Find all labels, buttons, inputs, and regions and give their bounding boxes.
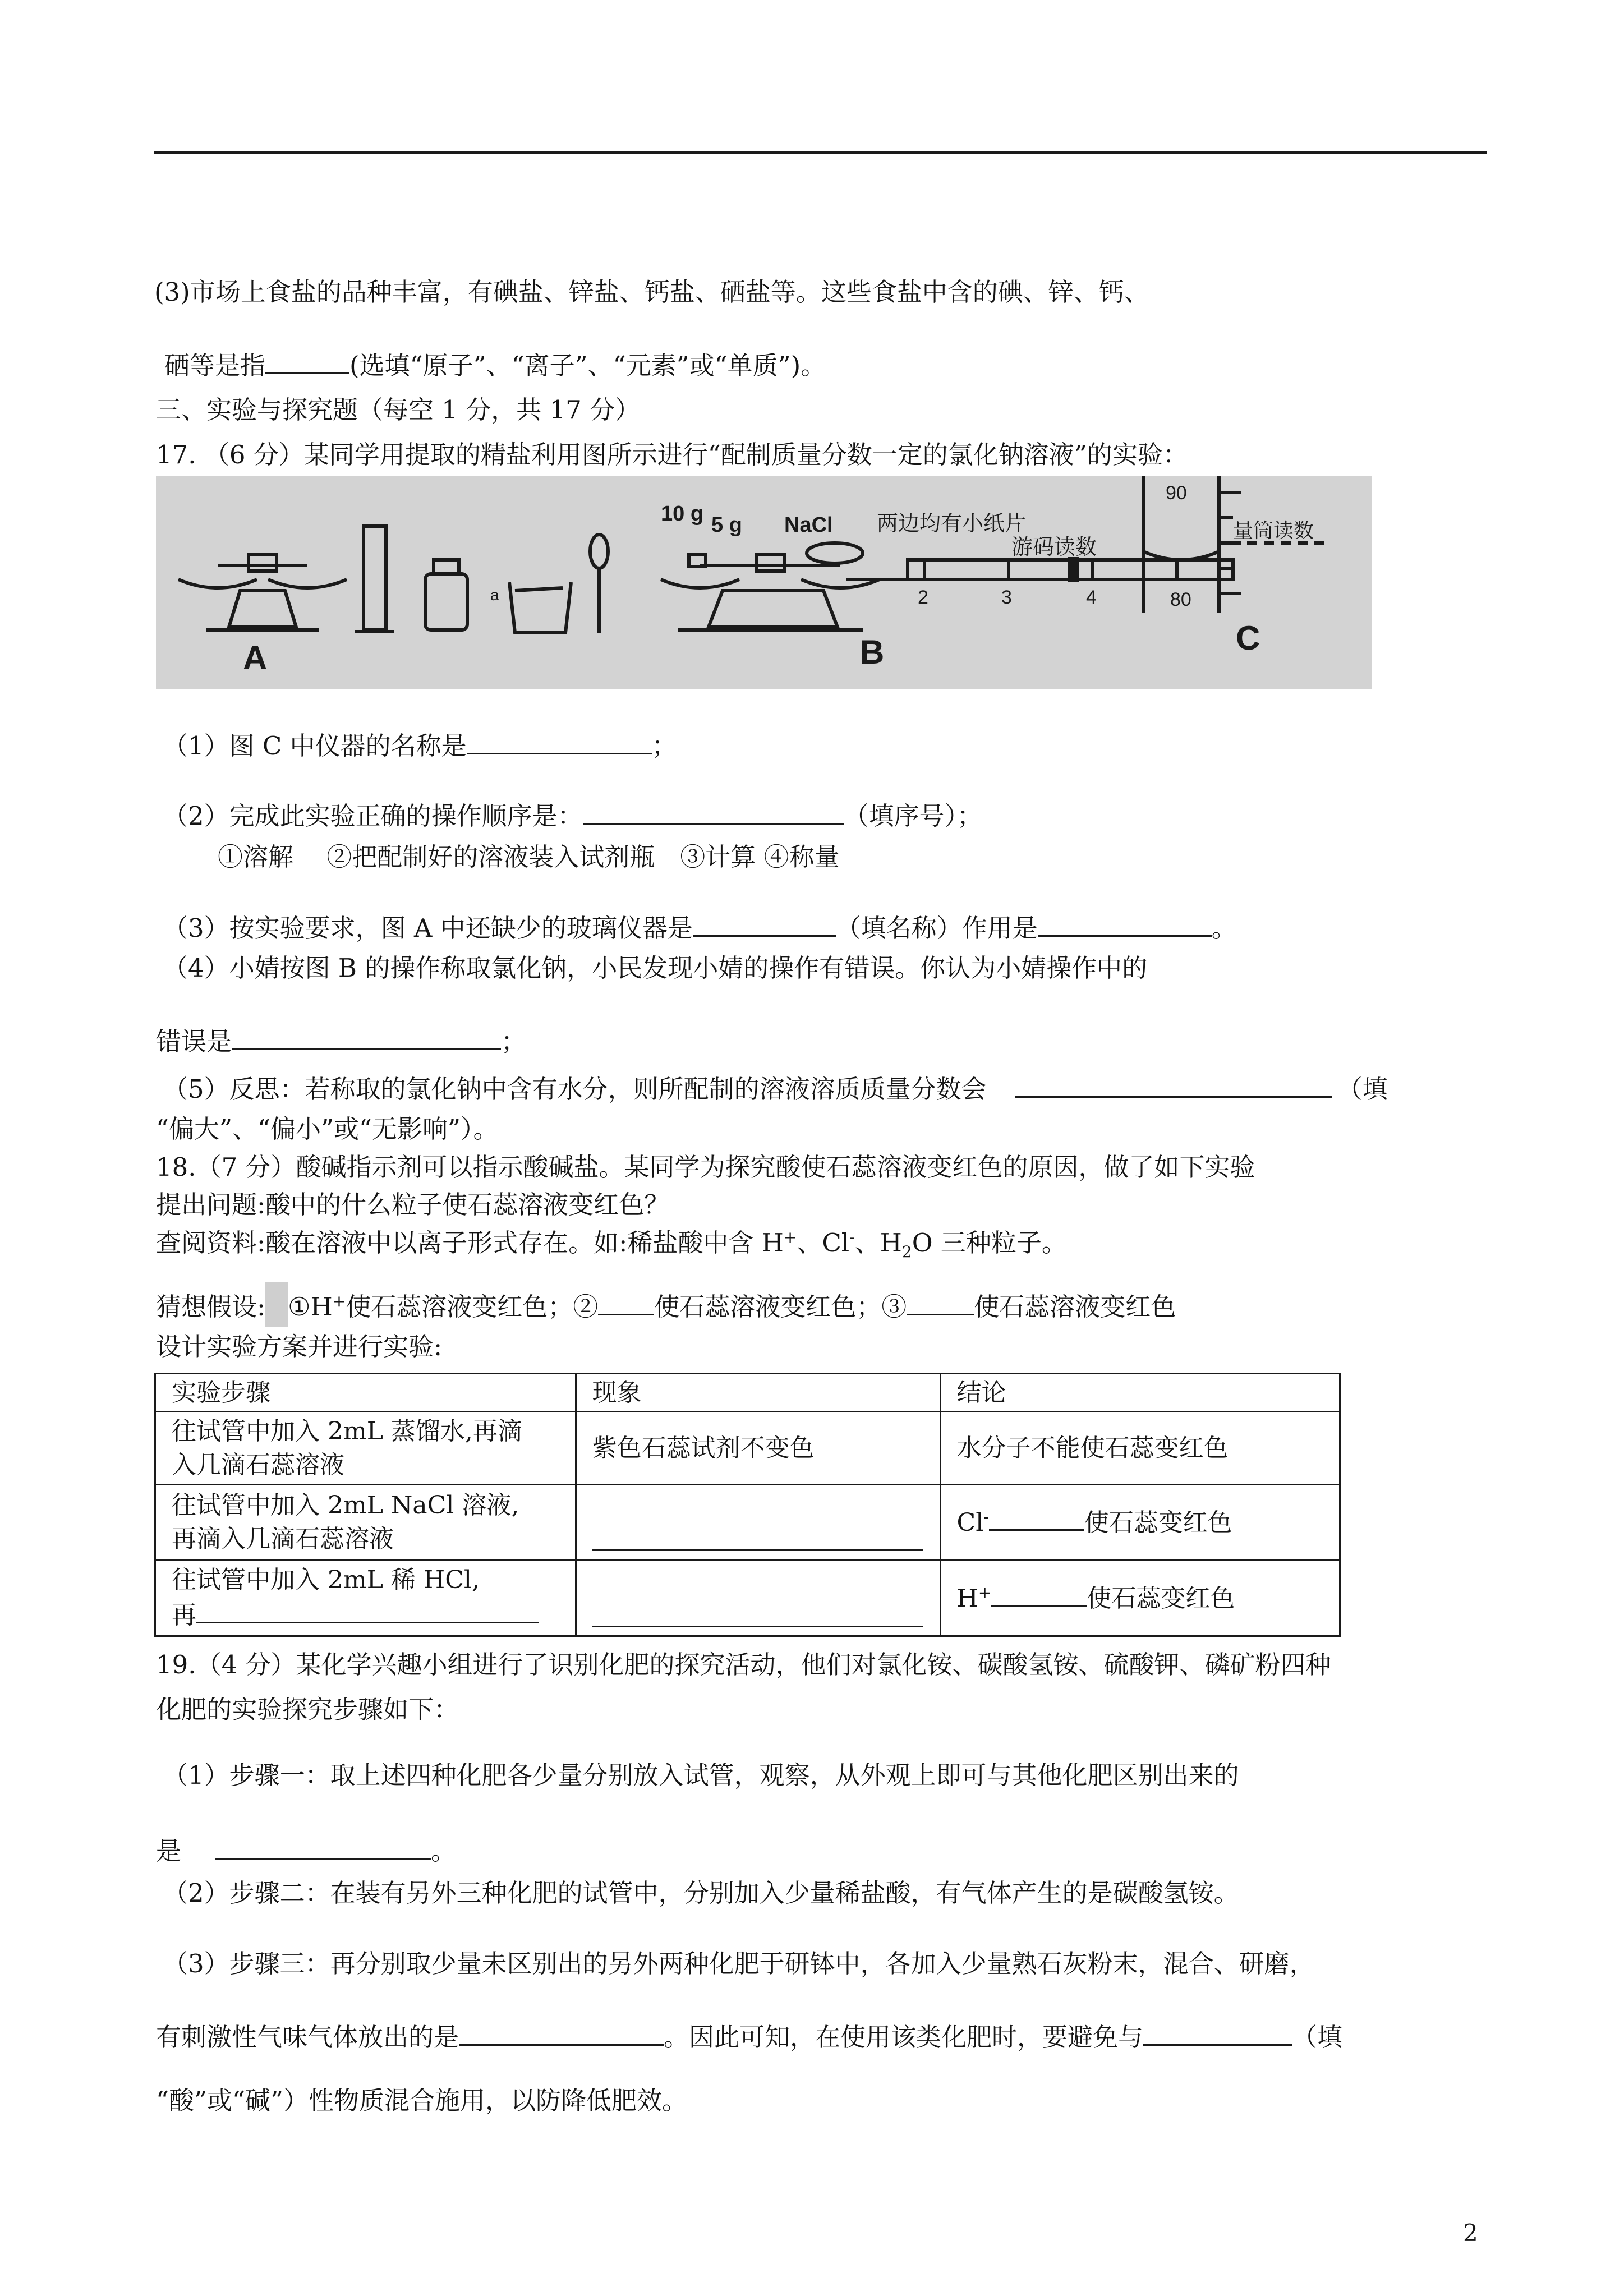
answer-blank[interactable] bbox=[598, 1289, 654, 1315]
table-cell-step: 往试管中加入 2mL 稀 HCl, 再 bbox=[155, 1560, 576, 1636]
q17-part5-line2: “偏大”、“偏小”或“无影响”）。 bbox=[156, 1114, 499, 1144]
table-header-row bbox=[155, 1374, 1340, 1412]
scale-tick-4: 4 bbox=[1086, 587, 1097, 608]
q17-part2: （2）完成此实验正确的操作顺序是： （填序号）； bbox=[163, 798, 982, 829]
answer-blank[interactable] bbox=[1015, 1071, 1332, 1098]
table-cell-step: 往试管中加入 2mL 蒸馏水,再滴 入几滴石蕊溶液 bbox=[155, 1412, 576, 1485]
answer-blank[interactable] bbox=[196, 1597, 539, 1623]
q17-stem: 17. （6 分）某同学用提取的精盐利用图所示进行“配制质量分数一定的氯化钠溶液”的实验： bbox=[156, 440, 1188, 470]
table-cell-conclusion: 水分子不能使石蕊变红色 bbox=[940, 1412, 1340, 1485]
table-cell-conclusion: H+ 使石蕊变红色 bbox=[940, 1560, 1340, 1636]
rider-marker bbox=[1068, 557, 1079, 582]
table-cell-step: 往试管中加入 2mL NaCl 溶液, 再滴入几滴石蕊溶液 bbox=[155, 1485, 576, 1560]
answer-blank[interactable] bbox=[989, 1504, 1084, 1531]
answer-blank[interactable] bbox=[693, 910, 836, 937]
table-cell-phenomenon bbox=[576, 1560, 940, 1636]
q19-stem-line2: 化肥的实验探究步骤如下： bbox=[156, 1695, 459, 1724]
q17-part2-options: ①溶解 ②把配制好的溶液装入试剂瓶 ③计算 ④称量 bbox=[218, 842, 840, 872]
paper-note-label: 两边均有小纸片 bbox=[877, 512, 1027, 536]
table-header-step: 实验步骤 bbox=[155, 1374, 576, 1412]
table-header-phenomenon: 现象 bbox=[576, 1374, 940, 1412]
shaded-mark bbox=[265, 1282, 288, 1327]
scale-tick-3: 3 bbox=[1001, 587, 1012, 608]
q17-part3: （3）按实验要求，图 A 中还缺少的玻璃仪器是 （填名称）作用是 。 bbox=[163, 910, 1237, 941]
answer-blank[interactable] bbox=[232, 1024, 501, 1050]
table-cell-phenomenon: 紫色石蕊试剂不变色 bbox=[576, 1412, 940, 1485]
q17-part4-line2: 错误是 ； bbox=[156, 1024, 526, 1054]
q17-part4-line1: （4）小婧按图 B 的操作称取氯化钠，小民发现小婧的操作有错误。你认为小婧操作中的 bbox=[163, 953, 1148, 983]
scale-tick-2: 2 bbox=[918, 587, 928, 608]
cylinder-reading-label: 量筒读数 bbox=[1233, 519, 1314, 542]
figure-label-c: C bbox=[1236, 619, 1260, 657]
answer-blank[interactable] bbox=[265, 348, 349, 374]
q17-apparatus-figure bbox=[156, 476, 1372, 689]
q19-part3-line2: 有刺激性气味气体放出的是 。因此可知，在使用该类化肥时，要避免与 （填 bbox=[156, 2019, 1342, 2050]
q18-question: 提出问题:酸中的什么粒子使石蕊溶液变红色？ bbox=[156, 1190, 670, 1220]
q19-stem-line1: 19.（4 分）某化学兴趣小组进行了识别化肥的探究活动，他们对氯化铵、碳酸氢铵、硫酸钾、磷矿粉四种 bbox=[156, 1650, 1331, 1680]
q18-design: 设计实验方案并进行实验: bbox=[156, 1332, 443, 1361]
q19-part3-line1: （3）步骤三：再分别取少量未区别出的另外两种化肥于研钵中，各加入少量熟石灰粉末，混合、研磨， bbox=[163, 1949, 1315, 1978]
answer-blank[interactable] bbox=[1143, 2019, 1292, 2046]
answer-blank[interactable] bbox=[215, 1833, 431, 1860]
page-number: 2 bbox=[1463, 2219, 1478, 2247]
answer-blank[interactable] bbox=[467, 728, 652, 754]
q19-part3-line3: “酸”或“碱”）性物质混合施用，以防降低肥效。 bbox=[156, 2086, 688, 2115]
weight-5g-label: 5 g bbox=[711, 513, 742, 537]
header-rule bbox=[154, 151, 1487, 154]
table-header-conclusion: 结论 bbox=[940, 1374, 1340, 1412]
table-row bbox=[155, 1485, 1340, 1560]
q18-hypothesis: 猜想假设: ①H+使石蕊溶液变红色；② 使石蕊溶液变红色；③ 使石蕊溶液变红色 bbox=[156, 1289, 1176, 1327]
table-row bbox=[155, 1560, 1340, 1636]
table-cell-conclusion: Cl- 使石蕊变红色 bbox=[940, 1485, 1340, 1560]
cylinder-80-label: 80 bbox=[1170, 589, 1191, 610]
answer-blank[interactable] bbox=[592, 1525, 923, 1551]
table-cell-phenomenon bbox=[576, 1485, 940, 1560]
figure-label-b: B bbox=[860, 633, 885, 671]
q18-research: 查阅资料:酸在溶液中以离子形式存在。如:稀盐酸中含 H+、Cl-、$H_2O$ 三种粒子。 bbox=[156, 1228, 1067, 1261]
q19-part1-line1: （1）步骤一：取上述四种化肥各少量分别放入试管，观察，从外观上即可与其他化肥区别出来的 bbox=[163, 1760, 1239, 1790]
beaker-a-label: a bbox=[490, 586, 499, 604]
apparatus-drawing bbox=[156, 476, 1372, 689]
nacl-label: NaCl bbox=[784, 513, 833, 537]
q17-part5-line1: （5）反思：若称取的氯化钠中含有水分，则所配制的溶液溶质质量分数会 （填 bbox=[163, 1071, 1388, 1102]
answer-blank[interactable] bbox=[907, 1289, 974, 1315]
answer-blank[interactable] bbox=[459, 2019, 664, 2046]
rider-reading-label: 游码读数 bbox=[1011, 536, 1097, 559]
answer-blank[interactable] bbox=[991, 1580, 1087, 1607]
answer-blank[interactable] bbox=[1038, 910, 1212, 937]
experiment-table bbox=[154, 1373, 1341, 1637]
section-3-title: 三、实验与探究题（每空 1 分，共 17 分） bbox=[156, 395, 641, 425]
q16-part3-line2: 硒等是指 (选填“原子”、“离子”、“元素”或“单质”)。 bbox=[164, 348, 826, 378]
q19-part1-line2: 是 。 bbox=[156, 1833, 456, 1864]
q16-part3-line1: (3)市场上食盐的品种丰富，有碘盐、锌盐、钙盐、硒盐等。这些食盐中含的碘、锌、钙、 bbox=[154, 277, 1149, 307]
table-row bbox=[155, 1412, 1340, 1485]
q19-part2: （2）步骤二：在装有另外三种化肥的试管中，分别加入少量稀盐酸，有气体产生的是碳酸氢铵。 bbox=[163, 1878, 1239, 1908]
figure-label-a: A bbox=[243, 639, 268, 677]
cylinder-90-label: 90 bbox=[1166, 482, 1187, 504]
weight-10g-label: 10 g bbox=[661, 502, 704, 526]
answer-blank[interactable] bbox=[583, 798, 844, 825]
q17-part1: （1）图 C 中仪器的名称是 ； bbox=[163, 728, 677, 758]
answer-blank[interactable] bbox=[592, 1601, 923, 1627]
q18-stem: 18.（7 分）酸碱指示剂可以指示酸碱盐。某同学为探究酸使石蕊溶液变红色的原因，做了如下实验 bbox=[156, 1152, 1255, 1182]
